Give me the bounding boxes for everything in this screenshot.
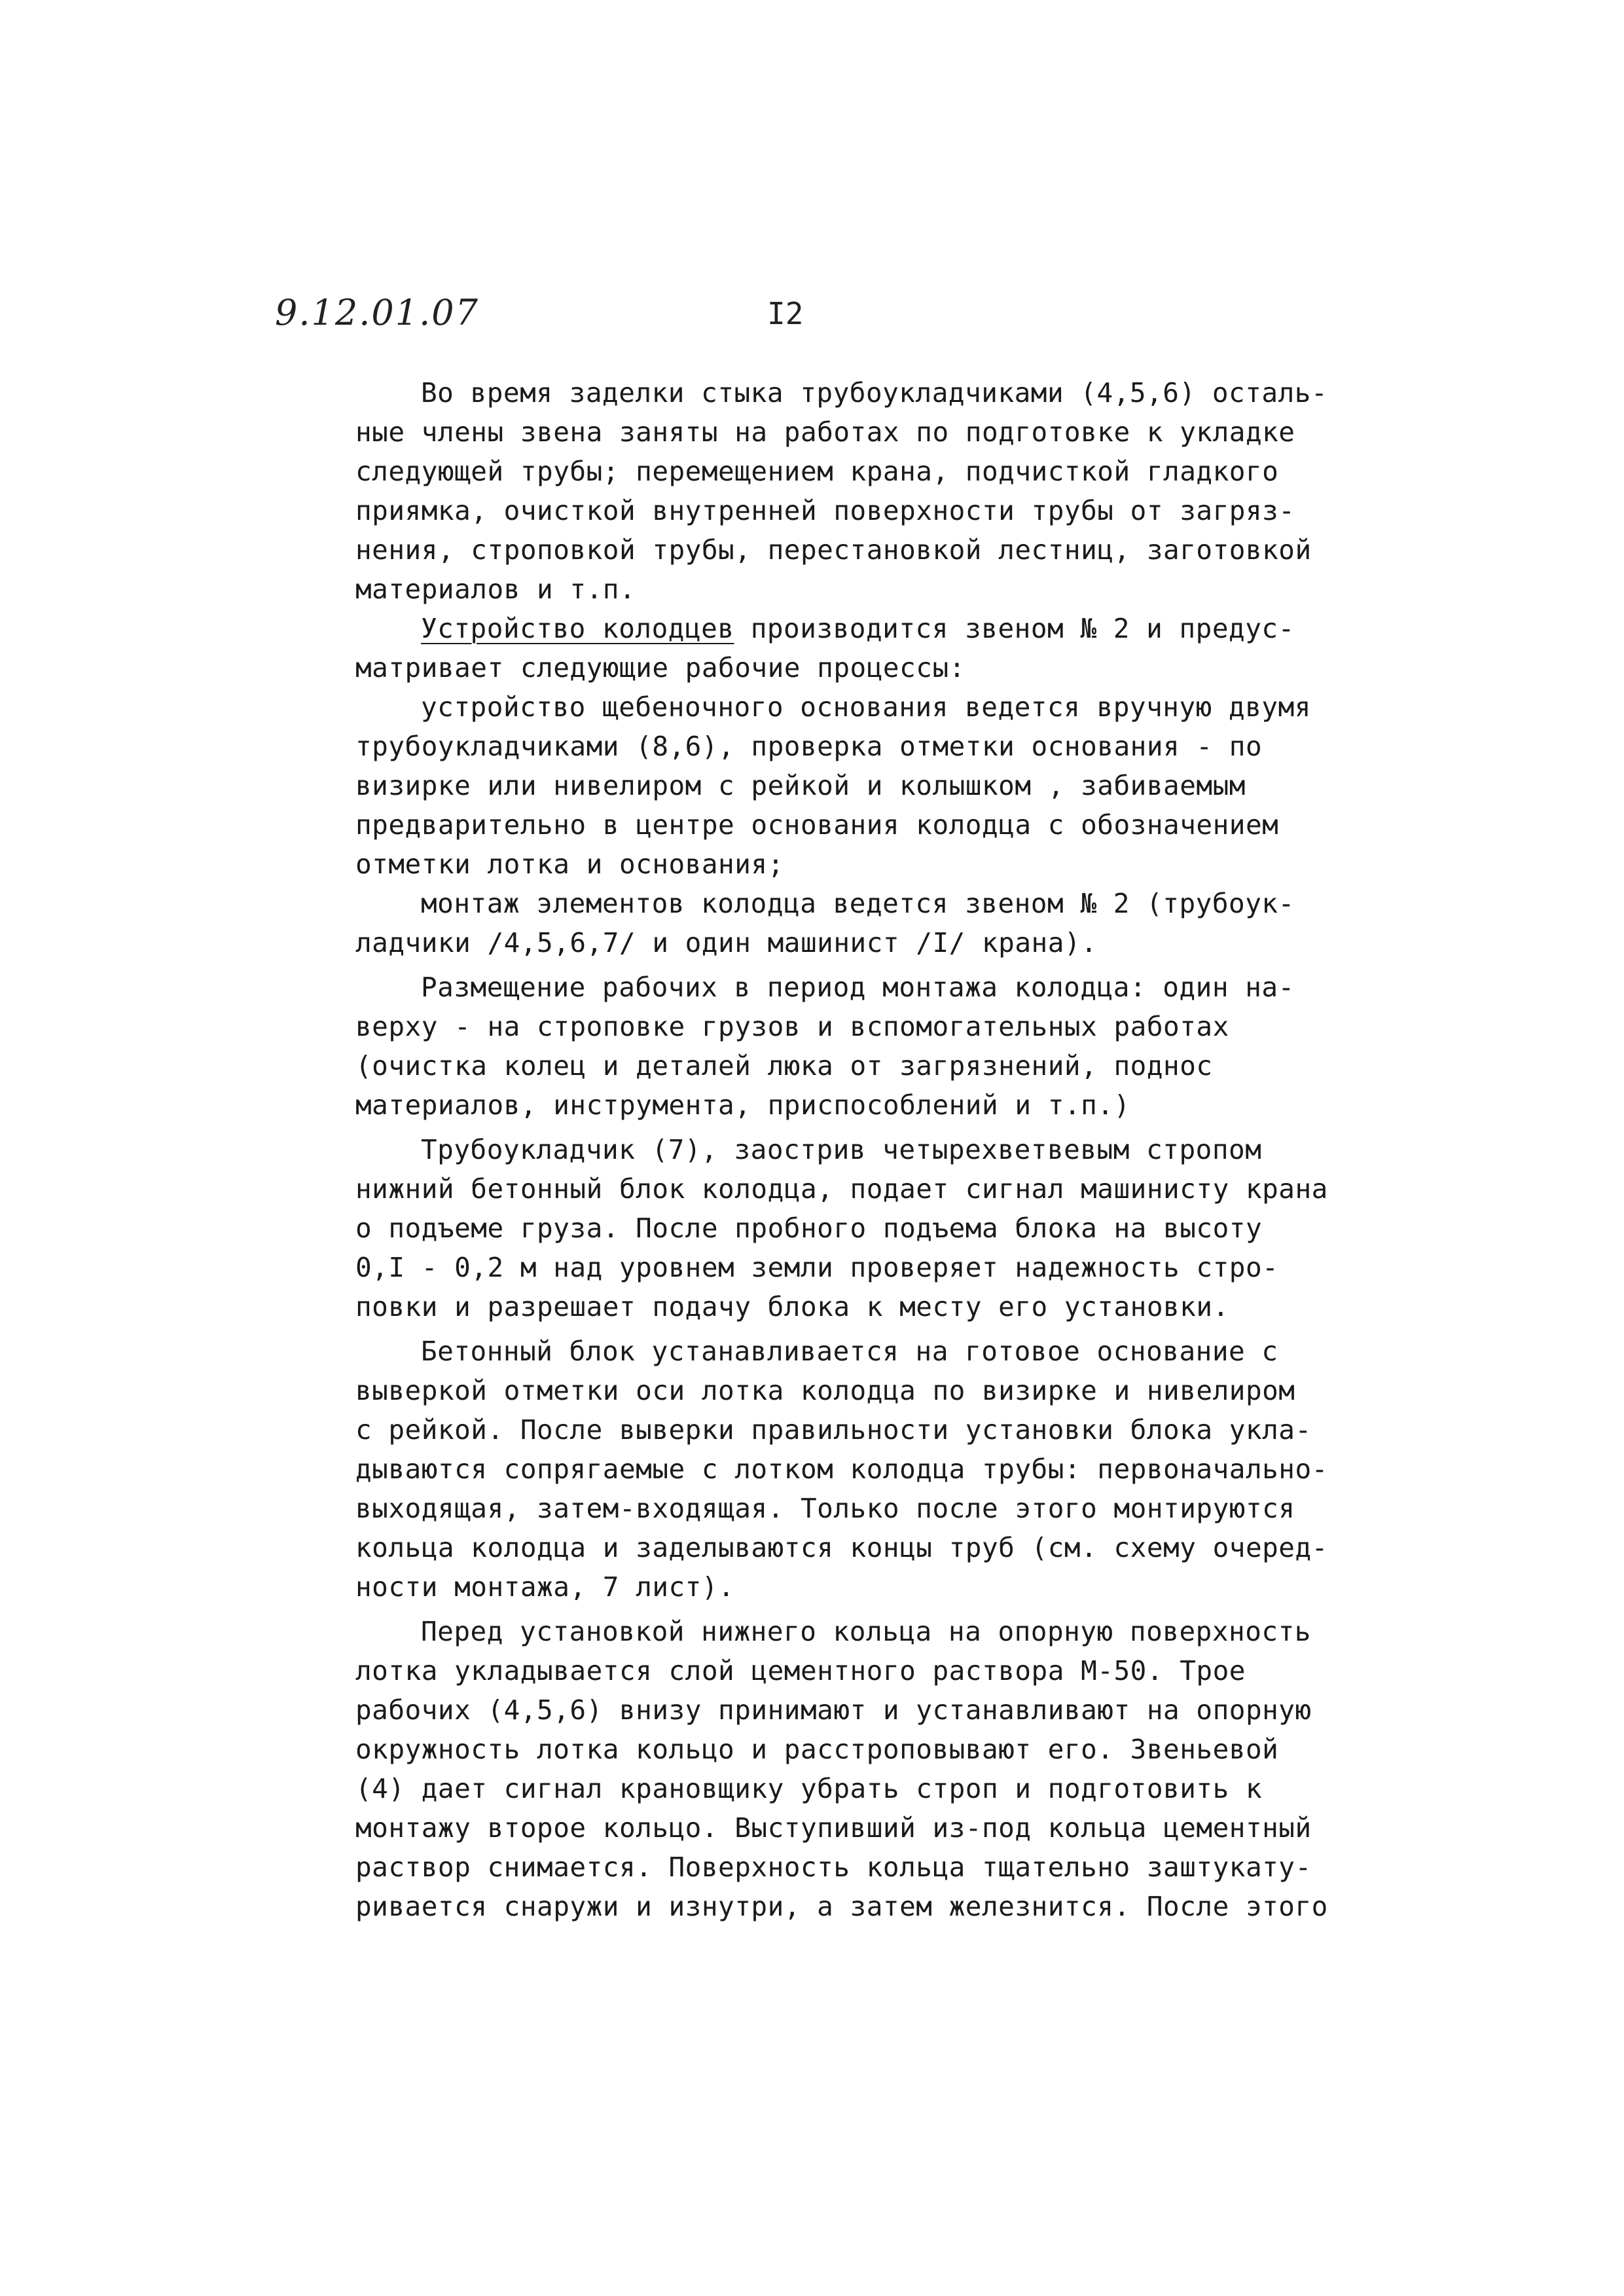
text-line: (4) дает сигнал крановщику убрать строп и подготовить к xyxy=(355,1773,1263,1804)
underlined-heading: Устройство колодцев xyxy=(421,613,734,644)
text-line: отметки лотка и основания; xyxy=(355,848,784,880)
text-line: следующей трубы; перемещением крана, подчисткой гладкого xyxy=(355,456,1279,487)
text-line: выходящая, затем-входящая. Только после этого монтируются xyxy=(355,1493,1295,1524)
text-line: визирке или нивелиром с рейкой и колышком , забиваемым xyxy=(355,770,1246,801)
text-line: ривается снаружи и изнутри, а затем железнится. После этого xyxy=(355,1891,1328,1922)
text-line: (очистка колец и деталей люка от загрязнений, поднос xyxy=(355,1050,1213,1082)
text-line: Перед установкой нижнего кольца на опорную поверхность xyxy=(421,1616,1311,1647)
text-line: монтаж элементов колодца ведется звеном № 2 (трубоук- xyxy=(421,888,1295,919)
text-line: с рейкой. После выверки правильности установки блока укла- xyxy=(355,1414,1312,1446)
text-line: Трубоукладчик (7), заострив четырехветвевым стропом xyxy=(421,1134,1262,1165)
text-line: дываются сопрягаемые с лотком колодца трубы: первоначально- xyxy=(355,1453,1328,1485)
page-number: I2 xyxy=(767,296,804,331)
text-line: о подъеме груза. После пробного подъема блока на высоту xyxy=(355,1212,1263,1244)
text-line: ные члены звена заняты на работах по подготовке к укладке xyxy=(355,416,1295,448)
document-code: 9.12.01.07 xyxy=(275,292,479,333)
text-line: повки и разрешает подачу блока к месту его установки. xyxy=(355,1291,1229,1322)
text-line: монтажу второе кольцо. Выступивший из-под кольца цементный xyxy=(355,1812,1312,1844)
text-line: трубоукладчиками (8,6), проверка отметки основания - по xyxy=(355,731,1263,762)
text-line: 0,I - 0,2 м над уровнем земли проверяет надежность стро- xyxy=(355,1252,1279,1283)
text-line: приямка, очисткой внутренней поверхности трубы от загряз- xyxy=(355,495,1295,526)
body-text xyxy=(355,373,1337,1926)
text-line: нижний бетонный блок колодца, подает сигнал машинисту крана xyxy=(355,1173,1328,1205)
text-line: ладчики /4,5,6,7/ и один машинист /I/ крана). xyxy=(355,927,1098,958)
text-line: рабочих (4,5,6) внизу принимают и устанавливают на опорную xyxy=(355,1694,1312,1726)
text-line: верху - на строповке грузов и вспомогательных работах xyxy=(355,1011,1229,1042)
text-line: устройство щебеночного основания ведется вручную двумя xyxy=(421,691,1311,723)
text-line: Размещение рабочих в период монтажа колодца: один на- xyxy=(421,972,1295,1003)
text-line: ности монтажа, 7 лист). xyxy=(355,1571,735,1603)
text-line: нения, строповкой трубы, перестановкой лестниц, заготовкой xyxy=(355,534,1312,566)
text-line: материалов и т.п. xyxy=(355,574,636,605)
text-line: выверкой отметки оси лотка колодца по визирке и нивелиром xyxy=(355,1375,1295,1406)
text-line: предварительно в центре основания колодца с обозначением xyxy=(355,809,1279,841)
text-line: окружность лотка кольцо и расстроповывают его. Звеньевой xyxy=(355,1734,1279,1765)
text-line: Бетонный блок устанавливается на готовое основание с xyxy=(421,1336,1278,1367)
text-fragment: производится звеном № 2 и предус- xyxy=(750,613,1295,644)
text-line: лотка укладывается слой цементного раствора М-50. Трое xyxy=(355,1655,1246,1686)
text-line: Во время заделки стыка трубоукладчиками (4,5,6) осталь- xyxy=(421,377,1328,409)
text-line: раствор снимается. Поверхность кольца тщательно заштукату- xyxy=(355,1851,1312,1883)
text-line: матривает следующие рабочие процессы: xyxy=(355,652,965,683)
text-line: кольца колодца и заделываются концы труб (см. схему очеред- xyxy=(355,1532,1328,1563)
paragraph-heading-line xyxy=(355,609,1337,648)
text-line: материалов, инструмента, приспособлений и т.п.) xyxy=(355,1089,1130,1121)
